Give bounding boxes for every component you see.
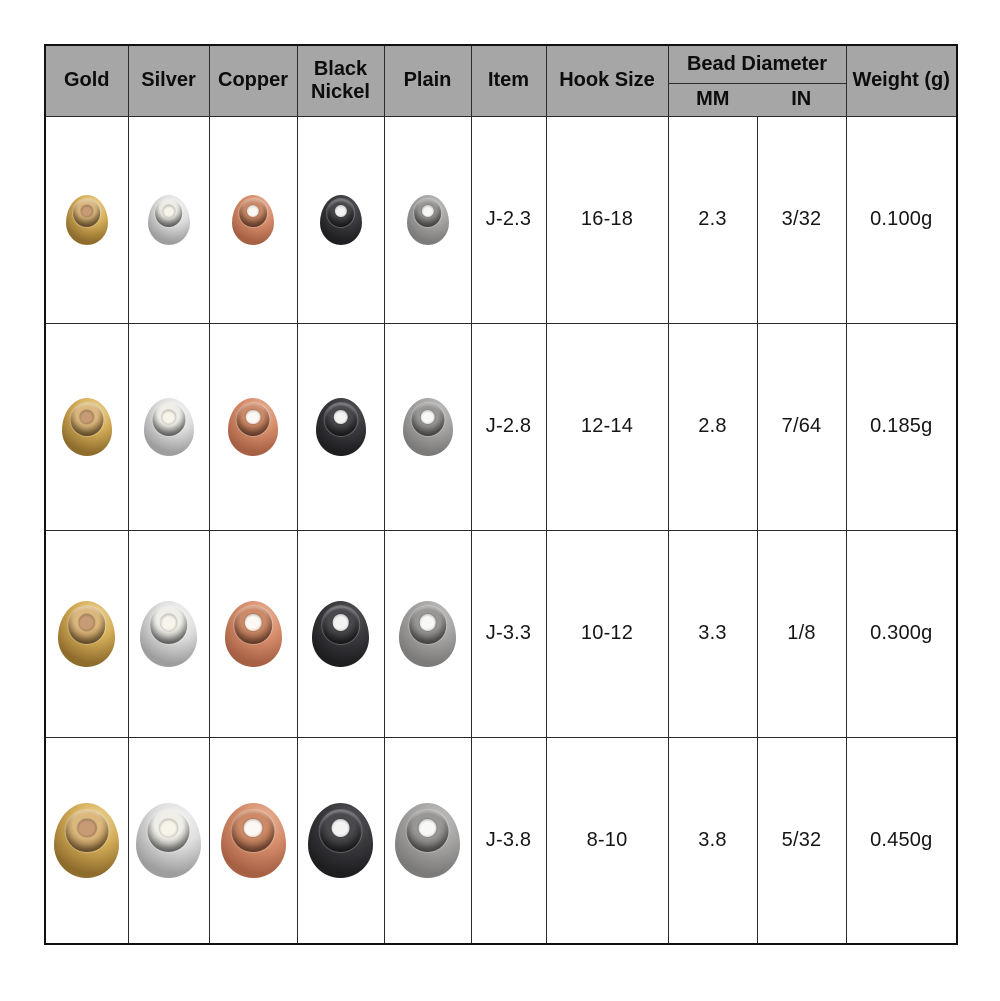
bead-cell-gold (45, 530, 128, 737)
black-nickel-bead-image (320, 195, 362, 245)
bead-cell-black-nickel (297, 530, 384, 737)
silver-bead-image (148, 195, 190, 245)
silver-bead-image (140, 601, 197, 667)
weight-cell: 0.185g (846, 323, 957, 530)
header-gold: Gold (45, 45, 128, 116)
bead-cell-gold (45, 323, 128, 530)
black-nickel-bead-image (316, 398, 366, 456)
hook-size-cell: 16-18 (546, 116, 668, 323)
gold-bead-image (62, 398, 112, 456)
gold-bead-image (58, 601, 115, 667)
item-cell: J-2.8 (471, 323, 546, 530)
table-row (45, 116, 957, 323)
bead-hole (77, 819, 96, 838)
bead-cell-black-nickel (297, 116, 384, 323)
silver-bead-image (144, 398, 194, 456)
bead-hole (333, 410, 348, 425)
header-mm: MM (668, 83, 757, 116)
plain-bead-image (399, 601, 456, 667)
bead-hole (418, 819, 437, 838)
header-item: Item (471, 45, 546, 116)
bead-cell-gold (45, 737, 128, 944)
bead-cell-plain (384, 116, 471, 323)
header-in: IN (757, 83, 846, 116)
item-cell: J-3.3 (471, 530, 546, 737)
bead-hole (161, 410, 176, 425)
plain-bead-image (407, 195, 449, 245)
bead-cell-black-nickel (297, 737, 384, 944)
hook-size-cell: 12-14 (546, 323, 668, 530)
bead-cell-silver (128, 737, 209, 944)
bead-cell-plain (384, 530, 471, 737)
silver-bead-image (136, 803, 201, 878)
diameter-mm-cell: 2.8 (668, 323, 757, 530)
header-copper: Copper (209, 45, 297, 116)
bead-cell-silver (128, 530, 209, 737)
bead-hole (244, 819, 263, 838)
header-bead-diameter: Bead Diameter (668, 45, 846, 83)
bead-cell-silver (128, 116, 209, 323)
bead-cell-gold (45, 116, 128, 323)
bead-cell-copper (209, 323, 297, 530)
bead-cell-copper (209, 530, 297, 737)
black-nickel-bead-image (308, 803, 373, 878)
copper-bead-image (221, 803, 286, 878)
copper-bead-image (232, 195, 274, 245)
bead-cell-copper (209, 116, 297, 323)
bead-hole (80, 410, 95, 425)
diameter-in-cell: 1/8 (757, 530, 846, 737)
copper-bead-image (225, 601, 282, 667)
weight-cell: 0.100g (846, 116, 957, 323)
item-cell: J-2.3 (471, 116, 546, 323)
diameter-mm-cell: 2.3 (668, 116, 757, 323)
bead-hole (420, 410, 435, 425)
diameter-mm-cell: 3.3 (668, 530, 757, 737)
bead-cell-plain (384, 737, 471, 944)
table-row (45, 530, 957, 737)
weight-cell: 0.450g (846, 737, 957, 944)
table-row (45, 737, 957, 944)
diameter-mm-cell: 3.8 (668, 737, 757, 944)
item-cell: J-3.8 (471, 737, 546, 944)
diameter-in-cell: 3/32 (757, 116, 846, 323)
bead-spec-table (44, 44, 958, 945)
bead-cell-plain (384, 323, 471, 530)
bead-hole (245, 614, 262, 631)
bead-hole (246, 410, 261, 425)
bead-hole (332, 614, 349, 631)
bead-cell-black-nickel (297, 323, 384, 530)
plain-bead-image (395, 803, 460, 878)
diameter-in-cell: 5/32 (757, 737, 846, 944)
header-hook-size: Hook Size (546, 45, 668, 116)
hook-size-cell: 10-12 (546, 530, 668, 737)
diameter-in-cell: 7/64 (757, 323, 846, 530)
bead-hole (419, 614, 436, 631)
header-silver: Silver (128, 45, 209, 116)
weight-cell: 0.300g (846, 530, 957, 737)
bead-cell-copper (209, 737, 297, 944)
gold-bead-image (54, 803, 119, 878)
gold-bead-image (66, 195, 108, 245)
black-nickel-bead-image (312, 601, 369, 667)
hook-size-cell: 8-10 (546, 737, 668, 944)
header-black-nickel: Black Nickel (297, 45, 384, 116)
bead-hole (160, 614, 177, 631)
bead-cell-silver (128, 323, 209, 530)
bead-hole (78, 614, 95, 631)
header-weight: Weight (g) (846, 45, 957, 116)
bead-hole (159, 819, 178, 838)
header-plain: Plain (384, 45, 471, 116)
table-row (45, 323, 957, 530)
copper-bead-image (228, 398, 278, 456)
bead-hole (331, 819, 350, 838)
plain-bead-image (403, 398, 453, 456)
